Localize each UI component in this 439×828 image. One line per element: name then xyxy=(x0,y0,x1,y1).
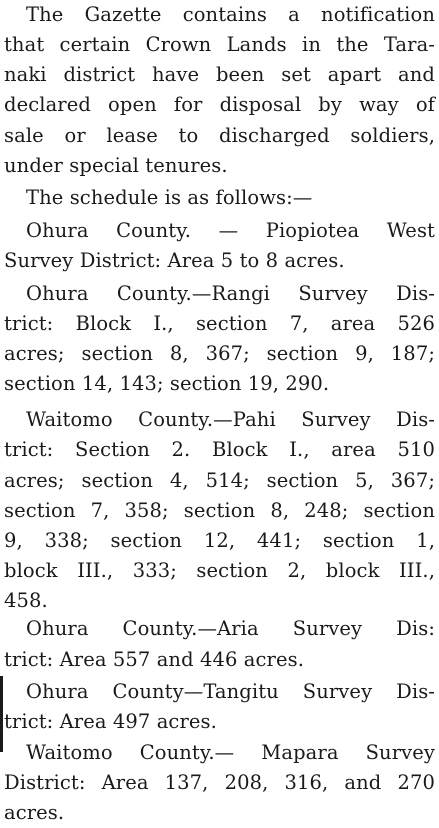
text-line: Ohura County. — Piopiotea West xyxy=(26,219,435,242)
text-line: trict: Area 557 and 446 acres. xyxy=(4,648,305,671)
text-line: sale or lease to discharged soldiers, xyxy=(4,124,435,147)
text-line: section 14, 143; section 19, 290. xyxy=(4,372,330,395)
text-line: acres; section 8, 367; section 9, 187; xyxy=(4,342,435,365)
text-line: declared open for disposal by way of xyxy=(4,93,435,116)
column-margin-rule xyxy=(0,676,3,752)
text-line: trict: Section 2. Block I., area 510 xyxy=(4,438,435,461)
text-line: that certain Crown Lands in the Tara- xyxy=(4,33,435,56)
text-line: section 7, 358; section 8, 248; section xyxy=(4,499,435,522)
text-line: District: Area 137, 208, 316, and 270 xyxy=(4,771,435,794)
text-line: trict: Block I., section 7, area 526 xyxy=(4,312,435,335)
text-line: Waitomo County.— Mapara Survey xyxy=(26,741,435,764)
text-line: Survey District: Area 5 to 8 acres. xyxy=(4,249,345,272)
text-line: Ohura County.—Rangi Survey Dis- xyxy=(26,282,435,305)
text-line: acres; section 4, 514; section 5, 367; xyxy=(4,469,435,492)
text-line: The schedule is as follows:— xyxy=(26,186,313,209)
text-line: trict: Area 497 acres. xyxy=(4,710,217,733)
text-line: Ohura County.—Aria Survey Dis: xyxy=(26,617,435,640)
text-line: naki district have been set apart and xyxy=(4,63,435,86)
text-line: 9, 338; section 12, 441; section 1, xyxy=(4,529,435,552)
text-line: Waitomo County.—Pahi Survey Dis- xyxy=(26,408,435,431)
text-line: under special tenures. xyxy=(4,154,228,177)
text-line: acres. xyxy=(4,801,65,824)
text-line: Ohura County—Tangitu Survey Dis- xyxy=(26,680,435,703)
text-line: The Gazette contains a notification xyxy=(26,3,435,26)
text-line: block III., 333; section 2, block III., xyxy=(4,559,435,582)
text-line: 458. xyxy=(4,589,48,612)
